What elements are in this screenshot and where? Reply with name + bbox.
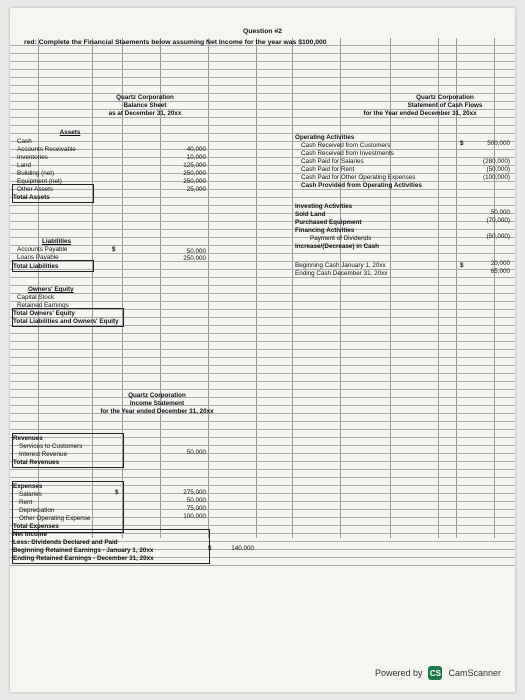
grid-row-line <box>10 125 515 126</box>
grid-row-line <box>10 405 515 406</box>
grid-row-line <box>10 141 515 142</box>
asset-label: Equipment (net) <box>17 178 62 185</box>
liability-label: Loans Payable <box>17 254 59 261</box>
cashflow-label: Cash Paid for Other Operating Expenses <box>301 174 416 181</box>
cashflow-value: 50,000 <box>490 209 510 216</box>
grid-row-line <box>10 253 515 254</box>
investing-header: Investing Activities <box>295 203 353 210</box>
camscanner-logo-icon: CS <box>428 666 442 680</box>
grid-row-line <box>10 349 515 350</box>
grid-column-line <box>292 38 293 538</box>
total-box <box>12 260 94 272</box>
beginning-re-label: Beginning Retained Earnings - January 1, 20xx <box>13 547 154 554</box>
cashflow-label: Sold Land <box>295 211 326 218</box>
grid-row-line <box>10 285 515 286</box>
grid-row-line <box>10 365 515 366</box>
cashflow-label: Cash Received from Customers <box>301 142 391 149</box>
total-liab-equity-label: Total Liabilities and Owners' Equity <box>13 318 119 325</box>
expense-label: Depreciation <box>19 507 55 514</box>
beginning-cash-value: 20,000 <box>490 260 510 267</box>
grid-row-line <box>10 373 515 374</box>
cashflow-value: (100,000) <box>483 174 510 181</box>
cashflow-value: (50,000) <box>486 166 510 173</box>
dollar-sign: $ <box>460 140 464 147</box>
asset-value: 40,000 <box>186 146 206 153</box>
grid-row-line <box>10 477 515 478</box>
operating-header: Operating Activities <box>295 134 355 141</box>
cashflow-value: (280,000) <box>483 158 510 165</box>
asset-label: Inventories <box>17 154 48 161</box>
grid-row-line <box>10 213 515 214</box>
asset-label: Building (net) <box>17 170 55 177</box>
liabilities-header: Liabilities <box>42 238 72 245</box>
grid-row-line <box>10 157 515 158</box>
grid-row-line <box>10 237 515 238</box>
total-liabilities-label: Total Liabilities <box>13 263 59 270</box>
asset-label: Land <box>17 162 32 169</box>
revenue-value: 50,000 <box>186 449 206 456</box>
asset-value: 10,000 <box>186 154 206 161</box>
dividends-label: Less: Dividends Declared and Paid <box>13 539 118 546</box>
total-equity-label: Total Owners' Equity <box>13 310 75 317</box>
expense-label: Rent <box>19 499 33 506</box>
grid-row-line <box>10 205 515 206</box>
revenue-label: Services to Customers <box>19 443 83 450</box>
ending-cash-label: Ending Cash December 31, 20xx <box>295 270 388 277</box>
beginning-re-value: 140,000 <box>231 545 254 552</box>
equity-header: Owners' Equity <box>28 286 74 293</box>
liability-value: 250,000 <box>183 255 206 262</box>
asset-value: 250,000 <box>183 178 206 185</box>
grid-row-line <box>10 565 515 566</box>
dollar-sign: $ <box>112 246 116 253</box>
income-company: Quartz Corporation <box>128 392 186 399</box>
expense-value: 75,000 <box>186 505 206 512</box>
grid-row-line <box>10 229 515 230</box>
revenue-label: Interest Revenue <box>19 451 67 458</box>
ending-re-label: Ending Retained Earnings - December 31, 20xx <box>13 555 154 562</box>
grid-row-line <box>10 293 515 294</box>
grid-row-line <box>10 301 515 302</box>
grid-row-line <box>10 173 515 174</box>
grid-row-line <box>10 245 515 246</box>
section-box <box>12 481 124 533</box>
section-box <box>12 433 124 468</box>
grid-row-line <box>10 381 515 382</box>
cashflow-title: Statement of Cash Flows <box>407 102 483 109</box>
cashflow-value: (50,000) <box>486 233 510 240</box>
grid-row-line <box>10 77 515 78</box>
balance-sheet-title: Balance Sheet <box>123 102 167 109</box>
total-revenues-label: Total Revenues <box>13 459 60 466</box>
grid-row-line <box>10 53 515 54</box>
dollar-sign: $ <box>208 545 212 552</box>
cashflow-label: Cash Provided from Operating Activities <box>301 182 422 189</box>
expense-value: 275,000 <box>183 489 206 496</box>
camscanner-footer <box>375 666 501 680</box>
ending-cash-value: 65,000 <box>490 268 510 275</box>
income-date: for the Year ended December 31, 20xx <box>100 408 214 415</box>
grid-row-line <box>10 85 515 86</box>
liability-value: 50,000 <box>186 248 206 255</box>
grid-row-line <box>10 181 515 182</box>
expense-label: Other Operating Expense <box>19 515 91 522</box>
liability-label: Accounts Payable <box>17 246 68 253</box>
grid-row-line <box>10 165 515 166</box>
grid-row-line <box>10 149 515 150</box>
equity-label: Retained Earnings <box>17 302 69 309</box>
grid-row-line <box>10 429 515 430</box>
total-expenses-label: Total Expenses <box>13 523 59 530</box>
worksheet-page <box>10 8 515 692</box>
assets-header: Assets <box>59 129 81 136</box>
cashflow-value: 500,000 <box>487 140 510 147</box>
beginning-cash-label: Beginning Cash January 1, 20xx <box>295 262 386 269</box>
equity-label: Capital Stock <box>17 294 55 301</box>
expense-label: Salaries <box>19 491 42 498</box>
grid-row-line <box>10 357 515 358</box>
balance-sheet-date: as at December 31, 20xx <box>108 110 182 117</box>
total-assets-label: Total Assets <box>13 194 50 201</box>
question-number: Question #2 <box>243 28 282 35</box>
grid-row-line <box>10 333 515 334</box>
balance-sheet-company: Quartz Corporation <box>116 94 174 101</box>
instruction-text: red: Complete the Financial Staements below assuming Net Income for the year was $100,000 <box>24 39 327 46</box>
expenses-header: Expenses <box>13 483 43 490</box>
asset-label: Cash <box>17 138 32 145</box>
asset-value: 250,000 <box>183 170 206 177</box>
revenues-header: Revenues <box>13 435 43 442</box>
grid-row-line <box>10 277 515 278</box>
section-box <box>12 529 210 564</box>
expense-value: 50,000 <box>186 497 206 504</box>
increase-decrease-label: Increase/(Decrease) in Cash <box>295 243 380 250</box>
financing-header: Financing Activities <box>295 227 355 234</box>
expense-value: 100,000 <box>183 513 206 520</box>
total-box <box>12 184 94 203</box>
grid-row-line <box>10 421 515 422</box>
cashflow-label: Payment of Dividends <box>310 235 372 242</box>
cashflow-label: Cash Received from Investments <box>301 150 394 157</box>
grid-row-line <box>10 341 515 342</box>
net-income-label: Net Income <box>13 531 47 538</box>
camscanner-brand: CamScanner <box>448 668 501 678</box>
cashflow-label: Purchased Equipment <box>295 219 362 226</box>
asset-label: Other Assets <box>17 186 54 193</box>
cashflow-company: Quartz Corporation <box>416 94 474 101</box>
grid-row-line <box>10 69 515 70</box>
asset-label: Accounts Receivable <box>17 146 76 153</box>
cashflow-value: (70,000) <box>486 217 510 224</box>
total-box <box>12 308 124 327</box>
dollar-sign: $ <box>115 489 119 496</box>
grid-row-line <box>10 389 515 390</box>
grid-row-line <box>10 221 515 222</box>
powered-by-text: Powered by <box>374 668 423 678</box>
cashflow-label: Cash Paid for Salaries <box>301 158 364 165</box>
cashflow-date: for the Year ended December 31, 20xx <box>363 110 477 117</box>
grid-column-line <box>256 38 257 538</box>
asset-value: 25,000 <box>186 186 206 193</box>
asset-value: 125,000 <box>183 162 206 169</box>
grid-row-line <box>10 61 515 62</box>
grid-row-line <box>10 469 515 470</box>
income-title: Income Statement <box>129 400 185 407</box>
grid-row-line <box>10 397 515 398</box>
dollar-sign: $ <box>460 262 464 269</box>
cashflow-label: Cash Paid for Rent <box>301 166 355 173</box>
